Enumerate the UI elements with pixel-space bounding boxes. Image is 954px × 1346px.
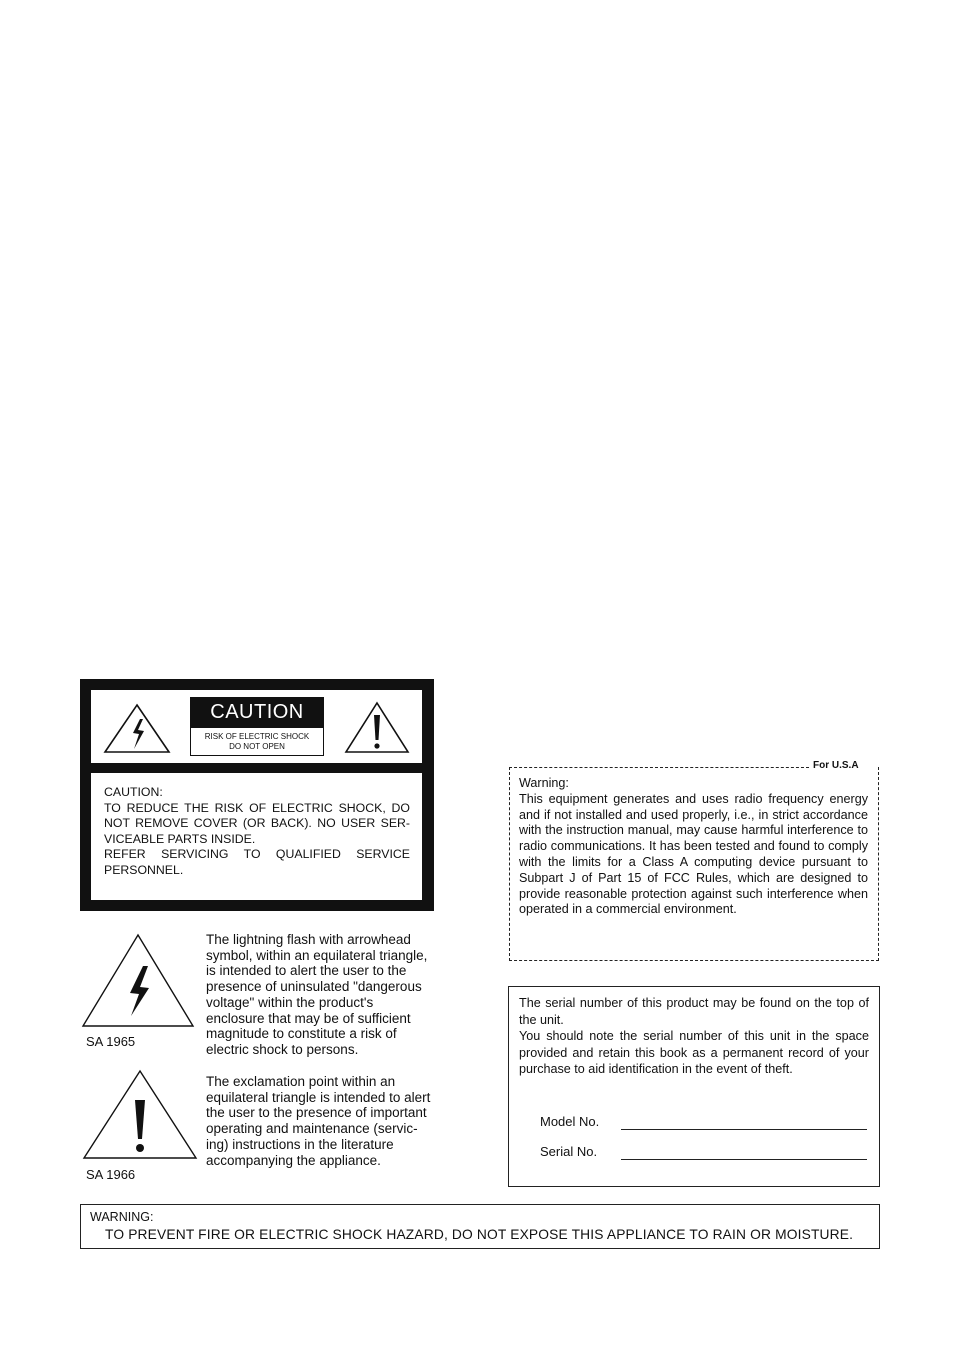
exclamation-description (206, 1074, 430, 1168)
caution-line: PERSONNEL. (104, 862, 184, 877)
description-line: The exclamation point within an (206, 1074, 396, 1089)
description-line: ing) instructions in the literature (206, 1136, 394, 1152)
lightning-triangle-icon (103, 703, 171, 754)
caution-heading: CAUTION: (104, 785, 163, 799)
caution-line: NOT REMOVE COVER (OR BACK). NO USER SER- (104, 816, 410, 830)
caution-banner: CAUTION (190, 697, 324, 727)
description-line: magnitude to constitute a risk of (206, 1026, 397, 1042)
symbol-code: SA 1966 (86, 1167, 136, 1182)
region-tag: For U.S.A (813, 760, 859, 771)
description-line: accompanying the appliance. (206, 1152, 381, 1168)
description-line: equilateral triangle is intended to alert (206, 1089, 431, 1105)
model-number-label: Model No. (540, 1114, 600, 1129)
caution-line: REFER SERVICING TO QUALIFIED SERVICE (104, 847, 410, 861)
warning-text: TO PREVENT FIRE OR ELECTRIC SHOCK HAZARD, DO NOT EXPOSE THIS APPLIANCE TO RAIN OR MOISTURE. (105, 1227, 854, 1242)
serial-paragraph: The serial number of this product may be found on the top of the unit. (519, 996, 869, 1027)
description-line: symbol, within an equilateral triangle, (206, 947, 428, 963)
exclamation-triangle-icon (82, 1069, 198, 1161)
lightning-triangle-icon (81, 933, 195, 1028)
description-line: operating and maintenance (servic- (206, 1121, 418, 1137)
serial-record-text (519, 995, 869, 1078)
description-line: The lightning flash with arrowhead (206, 932, 411, 947)
fcc-body: This equipment generates and uses radio frequency energy and if not installed and used properly, i.e., in strict accordance with the instruction manual, may cause harmful interference to radio communications. It has been tested and found to comply with the limits for a Class A computing device pursuant to Subpart J of Part 15 of FCC Rules, which are designed to provide reasonable protection against such interference when operated in a commercial environment. (519, 791, 868, 917)
fcc-heading: Warning: (519, 776, 569, 790)
caution-line: TO REDUCE THE RISK OF ELECTRIC SHOCK, DO (104, 800, 410, 815)
caution-subtitle (190, 727, 324, 756)
caution-line: VICEABLE PARTS INSIDE. (104, 831, 256, 846)
description-line: is intended to alert the user to the (206, 963, 407, 979)
description-line: enclosure that may be of sufficient (206, 1010, 411, 1026)
caution-body (91, 773, 422, 900)
description-line: presence of uninsulated "dangerous (206, 979, 422, 995)
fcc-warning-text (519, 776, 868, 918)
caution-subtitle-line2: DO NOT OPEN (229, 742, 285, 751)
serial-number-label: Serial No. (540, 1144, 598, 1159)
warning-title: WARNING: (90, 1210, 154, 1224)
lightning-description (206, 932, 427, 1058)
serial-number-field[interactable] (621, 1159, 867, 1160)
symbol-code: SA 1965 (86, 1034, 136, 1049)
serial-paragraph: You should note the serial number of this unit in the space provided and retain this book as a permanent record of your purchase to aid identification in the event of theft. (519, 1029, 869, 1077)
description-line: electric shock to persons. (206, 1041, 359, 1057)
caution-subtitle-line1: RISK OF ELECTRIC SHOCK (204, 732, 310, 741)
exclamation-triangle-icon (344, 701, 410, 754)
description-line: the user to the presence of important (206, 1105, 427, 1121)
model-number-field[interactable] (621, 1129, 867, 1130)
description-line: voltage" within the product's (206, 994, 374, 1010)
